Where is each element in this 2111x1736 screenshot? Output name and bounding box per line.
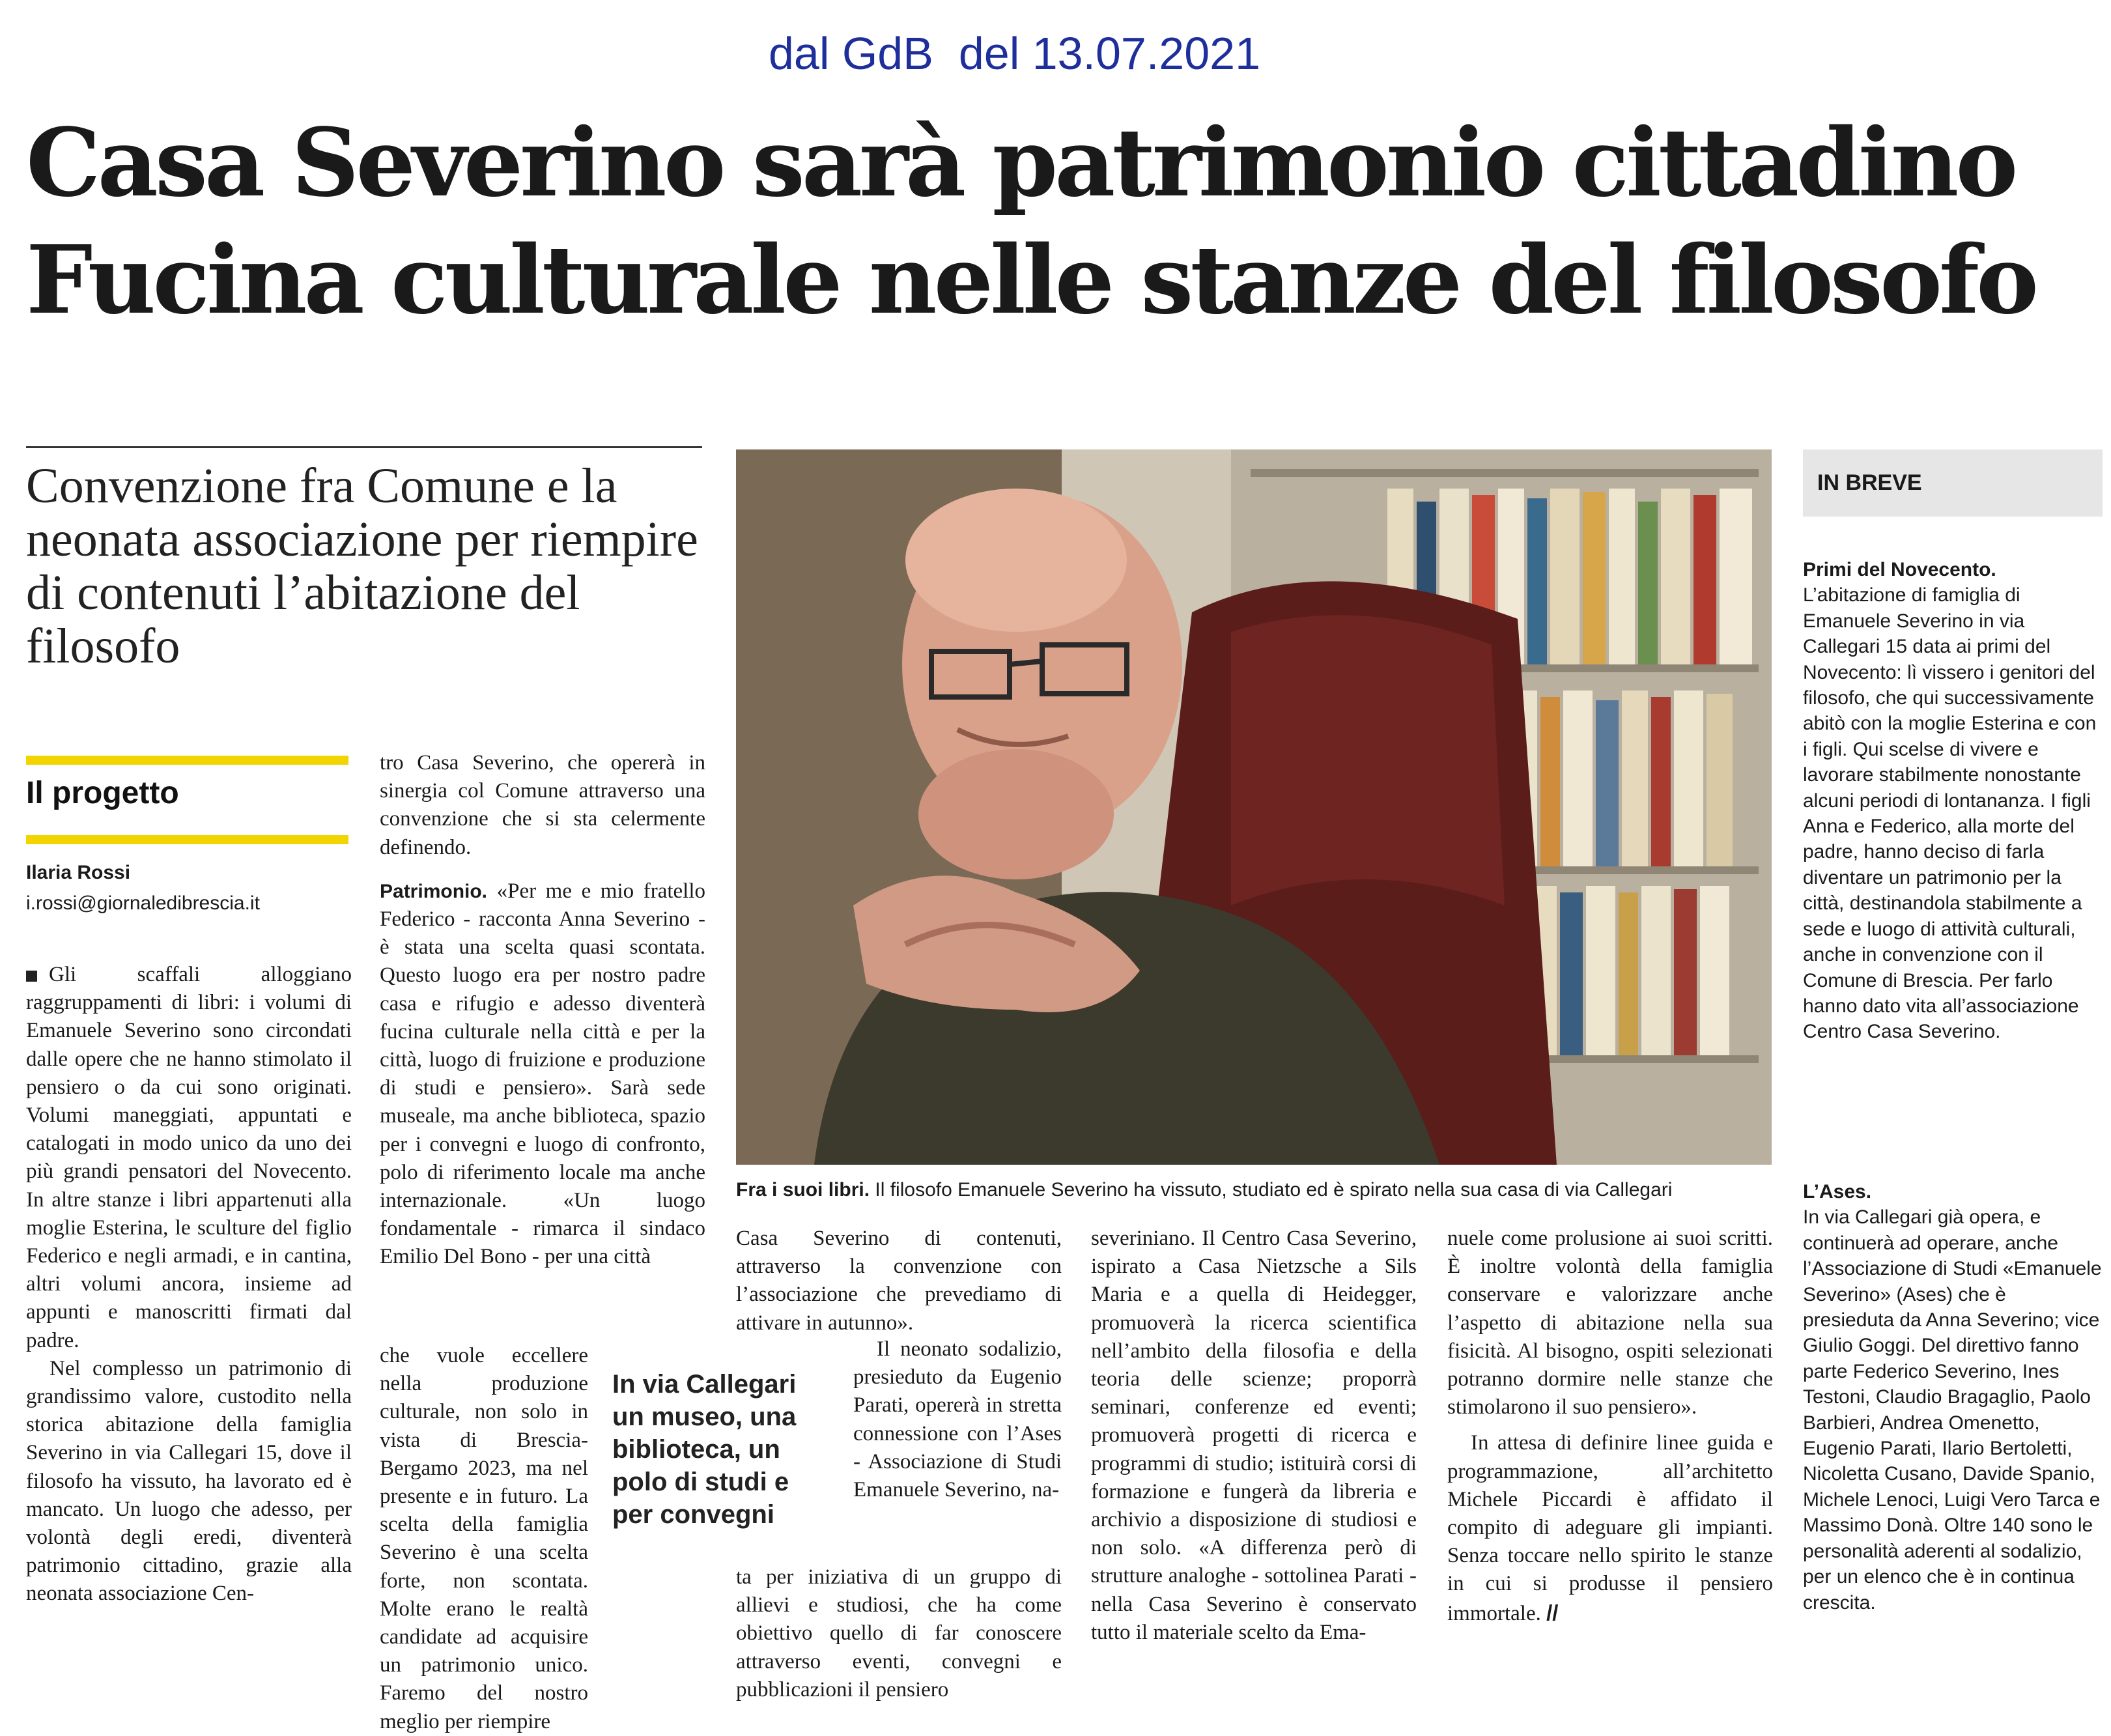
col5-paragraph-1: nuele come prolusione ai suoi scritti. È inoltre volontà della famiglia conservare e valorizzare anche l’aspetto di abitazione nella sua fisicità. Al bisogno, ospiti selezionati potranno dormire nelle stanze che stimolarono il suo pensiero». bbox=[1447, 1227, 1773, 1419]
photo-severino bbox=[736, 449, 1772, 1165]
article-column-4 bbox=[1091, 1225, 1417, 1647]
col2-lead: Patrimonio. bbox=[380, 880, 488, 902]
headline-line-1: Casa Severino sarà patrimonio cittadino bbox=[26, 107, 2015, 218]
photo-caption bbox=[736, 1179, 1672, 1201]
col3-paragraph-2a: Il neonato sodalizio, presieduto da Eugenio Parati, opererà in stretta connessione con l’Ases - Associazione di Studi Emanuele Severino, na- bbox=[853, 1337, 1062, 1502]
col1-paragraph-2: Nel complesso un patrimonio di grandissimo valore, custodito nella storica abitazione della famiglia Severino in via Callegari 15, dove il filosofo ha vissuto, ha lavorato ed è mancato. Un luogo che adesso, per volontà degli eredi, diventerà patrimonio cittadino, grazie alla neonata associazione Cen- bbox=[26, 1356, 352, 1606]
in-breve-item-2-text: In via Callegari già opera, e continuerà ad operare, anche l’Associazione di Studi «Emanuele Severino» (Ases) che è presieduta da Anna Severino; vice Giulio Goggi. Del direttivo fanno parte Federico Severino, Ines Testoni, Claudio Bragaglio, Paolo Barbieri, Andrea Omenetto, Eugenio Parati, Ilario Bertoletti, Nicoletta Cusano, Davide Spanio, Michele Lenoci, Luigi Vero Tarca e Massimo Donà. Oltre 140 sono le personalità aderenti al sodalizio, per un elenco che è in continua crescita. bbox=[1803, 1206, 2102, 1614]
bullet-square-icon bbox=[26, 971, 37, 982]
in-breve-item-1-text: L’abitazione di famiglia di Emanuele Severino in via Callegari 15 data ai primi del Novecento: lì vissero i genitori del filosofo, che qui successivamente abitò con la moglie Esterina e con i figli. Qui scelse di vivere e lavorare stabilmente nonostante alcuni periodi di lontananza. I figli Anna e Federico, alla morte del padre, hanno deciso di farla diventare un patrimonio per la città, destinandola stabilmente a sede e luogo di attività culturali, anche in convenzione con il Comune di Brescia. Per farlo hanno dato vita all’associazione Centro Casa Severino. bbox=[1803, 584, 2097, 1043]
in-breve-item-1 bbox=[1803, 557, 2103, 1045]
article-column-3-narrow bbox=[853, 1335, 1062, 1504]
pull-quote: In via Callegari un museo, una biblioteca, un polo di studi e per convegni bbox=[612, 1370, 797, 1529]
end-mark: // bbox=[1546, 1600, 1559, 1625]
in-breve-label: IN BREVE bbox=[1817, 470, 1922, 495]
author-name: Ilaria Rossi bbox=[26, 862, 131, 883]
col2-paragraph-1: tro Casa Severino, che opererà in sinergia col Comune attraverso una convenzione che si sta celermente definendo. bbox=[380, 751, 705, 859]
col2-paragraph-2b: che vuole eccellere nella produzione culturale, non solo in vista di Brescia-Bergamo 2023, ma nel presente e in futuro. La scelta della famiglia Severino è una scelta forte, non scontata. Molte erano le realtà candidate ad acquisire un patrimonio unico. Faremo del nostro meglio per riempire bbox=[380, 1344, 588, 1733]
subheadline: Convenzione fra Comune e la neonata associazione per riempire di contenuti l’abitazione del filosofo bbox=[26, 459, 698, 674]
source-date: dal GdB del 13.07.2021 bbox=[769, 28, 1261, 79]
article-column-3-tail bbox=[736, 1563, 1062, 1704]
in-breve-item-2 bbox=[1803, 1179, 2103, 1615]
yellow-rule-bottom bbox=[26, 835, 348, 844]
in-breve-item-2-title: L’Ases. bbox=[1803, 1181, 1872, 1202]
top-rule bbox=[26, 446, 702, 448]
article-column-5 bbox=[1447, 1225, 1773, 1628]
col2-paragraph-2a: «Per me e mio fratello Federico - racconta Anna Severino - è stata una scelta quasi scontata. Questo luogo era per nostro padre casa e rifugio e adesso diventerà fucina culturale nella città e per la città, luogo di fruizione e produzione di studi e pensiero». Sarà sede museale, ma anche biblioteca, spazio per i convegni e luogo di confronto, polo di riferimento locale ma anche internazionale. «Un luogo fondamentale - rimarca il sindaco Emilio Del Bono - per una città bbox=[380, 879, 705, 1269]
in-breve-item-1-title: Primi del Novecento. bbox=[1803, 559, 1996, 580]
col4-paragraph-1: severiniano. Il Centro Casa Severino, ispirato a Casa Nietzsche a Sils Maria e a quella di Heidegger, promuoverà la ricerca scientifica nell’ambito della filosofia e della teoria delle scienze; proporrà seminari, conferenze ed eventi; promuoverà progetti di ricerca e programmi di studio; istituirà corsi di formazione e fungerà da libreria e archivio a disposizione di studiosi e non solo. «A differenza però di strutture analoghe - sottolinea Parati - nella Casa Severino è conservato tutto il materiale scelto da Ema- bbox=[1091, 1227, 1417, 1644]
caption-lead: Fra i suoi libri. bbox=[736, 1179, 870, 1201]
caption-text: Il filosofo Emanuele Severino ha vissuto, studiato ed è spirato nella sua casa di via Callegari bbox=[870, 1179, 1673, 1201]
author-email: i.rossi@giornaledibrescia.it bbox=[26, 892, 260, 914]
col5-paragraph-2: In attesa di definire linee guida e programmazione, all’architetto Michele Piccardi è affidato il compito di adeguare gli impianti. Senza toccare nello spirito le stanze in cui si produsse il pensiero immortale. bbox=[1447, 1431, 1773, 1625]
col1-paragraph-1: Gli scaffali alloggiano raggruppamenti di libri: i volumi di Emanuele Severino sono circondati dalle opere che ne hanno stimolato il pensiero o da cui sono originati. Volumi maneggiati, appuntati e catalogati in modo unico da uno dei più grandi pensatori del Novecento. In altre stanze i libri appartenuti alla moglie Esterina, le sculture del figlio Federico e negli armadi, e in cantina, altri volumi ancora, insieme ad appunti e manoscritti firmati dal padre. bbox=[26, 963, 352, 1352]
portrait-photo-illustration bbox=[736, 449, 1772, 1165]
article-column-3 bbox=[736, 1225, 1062, 1337]
headline-line-2: Fucina culturale nelle stanze del filosofo bbox=[26, 225, 2036, 335]
yellow-rule-top bbox=[26, 756, 348, 765]
article-column-1 bbox=[26, 961, 352, 1608]
article-column-2 bbox=[380, 749, 705, 1272]
col3-paragraph-2b: ta per iniziativa di un gruppo di allievi e studiosi, che ha come obiettivo quello di far conoscere attraverso eventi, convegni e pubblicazioni il pensiero bbox=[736, 1565, 1062, 1701]
article-column-2-cont bbox=[380, 1342, 588, 1736]
col3-paragraph-1: Casa Severino di contenuti, attraverso la convenzione con l’associazione che prevediamo di attivare in autunno». bbox=[736, 1227, 1062, 1335]
section-label: Il progetto bbox=[26, 776, 179, 810]
